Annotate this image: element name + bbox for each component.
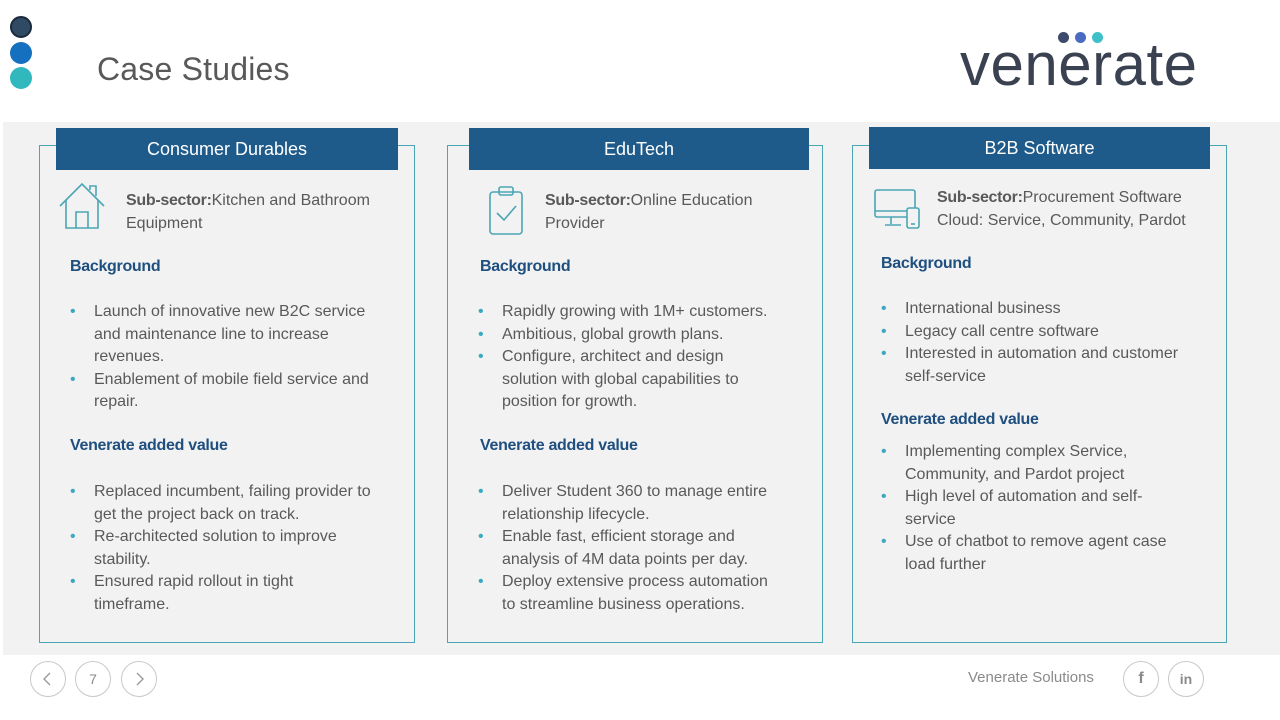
- background-heading: Background: [70, 258, 161, 275]
- card-header: B2B Software: [869, 127, 1210, 169]
- linkedin-button[interactable]: in: [1168, 661, 1204, 697]
- background-list: [478, 301, 818, 414]
- case-card-edutech: [447, 139, 823, 643]
- decorative-dots: [10, 16, 34, 93]
- sub-sector-label: Sub-sector:: [126, 192, 212, 209]
- list-item: • Launch of innovative new B2C service and maintenance line to increase revenues.: [70, 301, 410, 369]
- list-item: • Implementing complex Service, Community, and Pardot project: [881, 441, 1221, 486]
- list-item: • Re-architected solution to improve stability.: [70, 526, 410, 571]
- list-item: • Ambitious, global growth plans.: [478, 324, 818, 347]
- page-title: Case Studies: [97, 51, 290, 87]
- list-item: • Interested in automation and customer self-service: [881, 343, 1221, 388]
- list-item: • Rapidly growing with 1M+ customers.: [478, 301, 818, 324]
- sub-sector-line: Kitchen and Bathroom: [211, 192, 370, 209]
- sub-sector: [545, 189, 815, 235]
- case-card-consumer-durables: [39, 139, 415, 643]
- facebook-button[interactable]: f: [1123, 661, 1159, 697]
- company-name: Venerate Solutions: [968, 669, 1094, 686]
- list-item: • Deliver Student 360 to manage entire relationship lifecycle.: [478, 481, 818, 526]
- list-item: • Use of chatbot to remove agent case load further: [881, 531, 1221, 576]
- background-heading: Background: [881, 255, 972, 272]
- list-item: • Replaced incumbent, failing provider to get the project back on track.: [70, 481, 410, 526]
- case-card-b2b-software: [852, 138, 1227, 643]
- list-item: • Ensured rapid rollout in tight timeframe.: [70, 571, 410, 616]
- clipboard-check-icon: [482, 184, 534, 236]
- value-heading: Venerate added value: [881, 411, 1039, 428]
- value-heading: Venerate added value: [480, 437, 638, 454]
- sub-sector-line: Equipment: [126, 215, 203, 232]
- card-header: Consumer Durables: [56, 128, 398, 170]
- list-item: • Enablement of mobile field service and repair.: [70, 369, 410, 414]
- list-item: • Configure, architect and design solution with global capabilities to position for growth.: [478, 346, 818, 414]
- card-header: EduTech: [469, 128, 809, 170]
- page-number: 7: [75, 661, 111, 697]
- sub-sector: [937, 186, 1222, 232]
- value-list: [478, 481, 818, 616]
- background-list: [70, 301, 410, 414]
- sub-sector-line: Cloud: Service, Community, Pardot: [937, 212, 1186, 229]
- sub-sector-label: Sub-sector:: [937, 189, 1023, 206]
- list-item: • International business: [881, 298, 1221, 321]
- chevron-right-icon: [133, 672, 145, 686]
- background-list: [881, 298, 1221, 388]
- sub-sector: [126, 189, 406, 235]
- list-item: • High level of automation and self- service: [881, 486, 1221, 531]
- sub-sector-line: Provider: [545, 215, 605, 232]
- list-item: • Legacy call centre software: [881, 321, 1221, 344]
- value-list: [70, 481, 410, 616]
- value-list: [881, 441, 1221, 576]
- house-icon: [56, 180, 108, 232]
- list-item: • Enable fast, efficient storage and analysis of 4M data points per day.: [478, 526, 818, 571]
- logo-text: venerate: [960, 31, 1198, 98]
- sub-sector-line: Online Education: [630, 192, 753, 209]
- prev-slide-button[interactable]: [30, 661, 66, 697]
- sub-sector-line: Procurement Software: [1022, 189, 1182, 206]
- sub-sector-label: Sub-sector:: [545, 192, 631, 209]
- next-slide-button[interactable]: [121, 661, 157, 697]
- venerate-logo: [960, 28, 1222, 96]
- dot-teal: [10, 67, 32, 89]
- devices-icon: [873, 184, 925, 236]
- background-heading: Background: [480, 258, 571, 275]
- dot-blue: [10, 42, 32, 64]
- value-heading: Venerate added value: [70, 437, 228, 454]
- dot-dark: [10, 16, 32, 38]
- list-item: • Deploy extensive process automation to streamline business operations.: [478, 571, 818, 616]
- chevron-left-icon: [42, 672, 54, 686]
